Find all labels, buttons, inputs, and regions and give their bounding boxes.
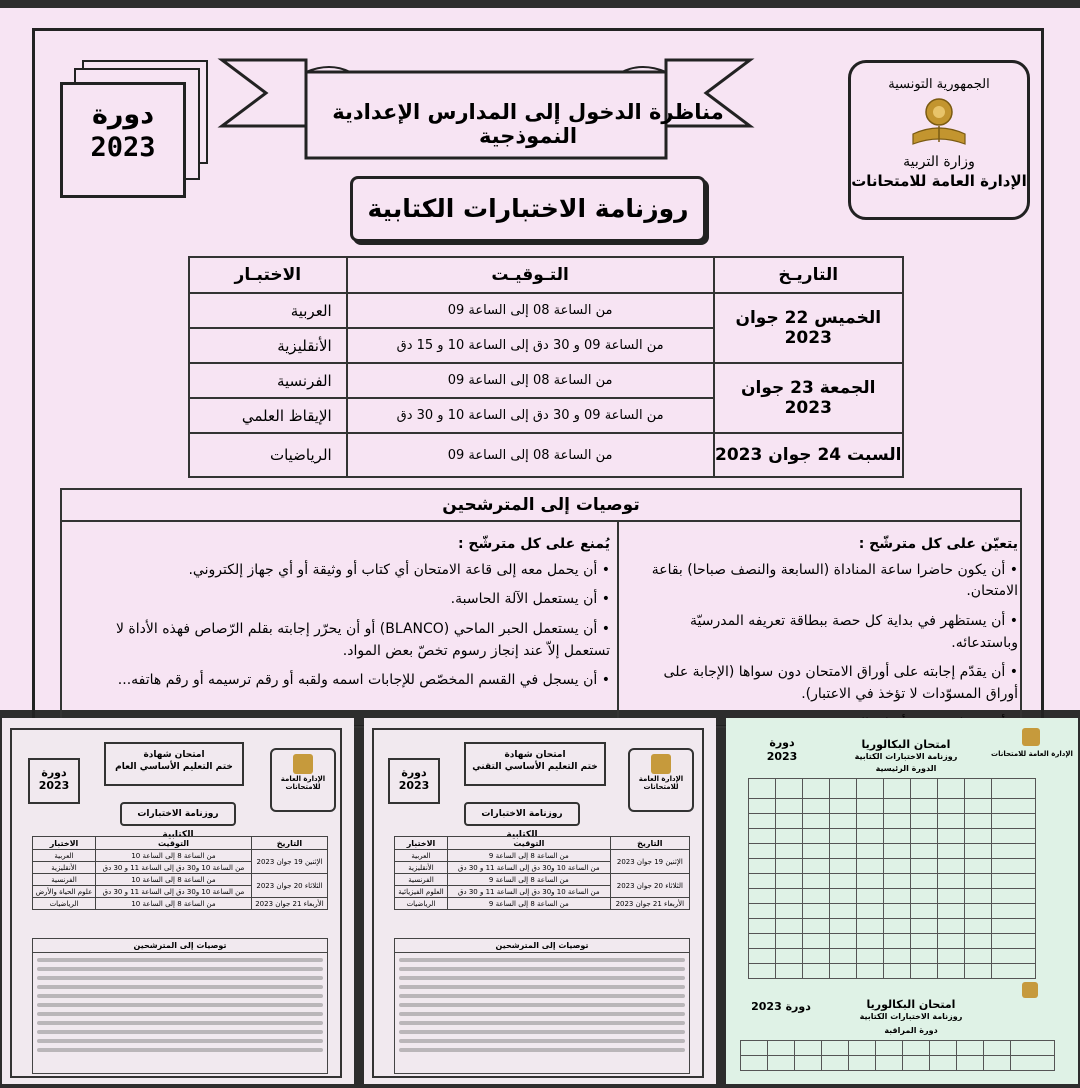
thumb-banner-line1: امتحان شهادة (143, 750, 205, 760)
thumb-session-label: دورة (401, 766, 427, 779)
ministry-emblem-icon (909, 94, 969, 152)
table-row (395, 898, 690, 910)
table-row (33, 898, 328, 910)
list-item: • أن يسجل في القسم المخصّص للإجابات اسمه ولقبه أو رقم ترسيمه أو رقم هاتفه... (74, 670, 610, 692)
list-item: • أن يستعمل الحبر الماحي (BLANCO) أو أن يحرّر إجابته بقلم الرّصاص فهذه الأداة لا تستعمل إلاّ عند إنجاز رسوم تخصّ بعض المواد. (74, 619, 610, 662)
bac-directorate: الإدارة العامة للامتحانات (991, 750, 1073, 758)
time-cell: من الساعة 09 و 30 دق إلى الساعة 10 و 30 دق (347, 398, 714, 433)
bac-control-round: دورة المراقبة (884, 1026, 938, 1035)
bac-round: الدورة الرئيسية (875, 764, 937, 773)
time-cell: من الساعة 08 إلى الساعة 09 (347, 433, 714, 477)
exam-banner-title: مناظرة الدخول إلى المدارس الإعدادية النموذجية (332, 100, 724, 148)
bac-control-title: امتحان البكالوريا (866, 998, 956, 1011)
bac-control-table (740, 1040, 1055, 1071)
subject-cell: الأنقليزية (395, 862, 448, 874)
required-column (628, 534, 1018, 744)
subject-cell: الفرنسية (189, 363, 347, 398)
subject-cell: الإيقاظ العلمي (189, 398, 347, 433)
bac-control-subtitle: روزنامة الاختبارات الكتابية (859, 1012, 963, 1021)
thumb-logo (628, 748, 694, 812)
schedule-header-row (189, 257, 903, 293)
bac-title: امتحان البكالوريا (861, 738, 951, 751)
subject-cell: العربية (33, 850, 96, 862)
time-cell: من الساعة 08 إلى الساعة 09 (347, 363, 714, 398)
date-cell: الإثنين 19 جوان 2023 (251, 850, 327, 874)
list-item: • أن يستعمل الآلة الحاسبة. (74, 589, 610, 611)
thumb-session-year: 2023 (398, 779, 430, 792)
time-cell: من الساعة 10 و30 دق إلى الساعة 11 و 30 دق (96, 862, 252, 874)
time-cell: من الساعة 8 إلى الساعة 9 (447, 874, 610, 886)
forbidden-column (74, 534, 610, 700)
thumb-session (388, 758, 440, 804)
date-cell: الخميس 22 جوان 2023 (714, 293, 904, 363)
recommendations-divider (617, 522, 619, 730)
thumb-directorate: الإدارة العامة للامتحانات (280, 775, 326, 791)
thumb-banner-line1: امتحان شهادة (504, 750, 566, 760)
thumbnail-technical-basic[interactable] (364, 718, 716, 1084)
subject-cell: العربية (395, 850, 448, 862)
bac-main-table (748, 778, 1036, 979)
header-subject: الاختبـار (189, 257, 347, 293)
list-item: • أن يقدّم إجابته على أوراق الامتحان دون سواها (الإجابة على أوراق المسوّدات لا تؤخذ في الاعتبار). (628, 662, 1018, 705)
date-cell: الأربعاء 21 جوان 2023 (610, 898, 689, 910)
session-label: دورة (91, 99, 155, 130)
ministry-name: وزارة التربية (903, 154, 975, 170)
header-subject: الاختبار (395, 837, 448, 850)
time-cell: من الساعة 10 و30 دق إلى الساعة 11 و 30 دق (96, 886, 252, 898)
thumb-calendar-title: روزنامة الاختبارات الكتابية (120, 802, 236, 826)
thumb-rec-title: توصيات إلى المترشحين (33, 939, 327, 953)
required-heading: يتعيّن على كل مترشّح : (858, 536, 1018, 552)
subject-cell: الرياضيات (395, 898, 448, 910)
thumb-recommendations (32, 938, 328, 1074)
subject-cell: العربية (189, 293, 347, 328)
thumb-rec-title: توصيات إلى المترشحين (395, 939, 689, 953)
table-row (33, 850, 328, 862)
required-list (628, 560, 1018, 736)
header-time: التـوقيـت (347, 257, 714, 293)
list-item: • أن يحمل معه إلى قاعة الامتحان أي كتاب أو وثيقة أو أي جهاز إلكتروني. (74, 560, 610, 582)
forbidden-heading: يُمنع على كل مترشّح : (457, 536, 610, 552)
subject-cell: العلوم الفيزيائية (395, 886, 448, 898)
time-cell: من الساعة 8 إلى الساعة 10 (96, 898, 252, 910)
table-row (189, 433, 903, 477)
forbidden-list (74, 560, 610, 692)
date-cell: الجمعة 23 جوان 2023 (714, 363, 904, 433)
thumb-banner-line2: ختم التعليم الأساسي العام (115, 761, 233, 772)
subject-cell: الأنقليزية (189, 328, 347, 363)
time-cell: من الساعة 8 إلى الساعة 9 (447, 898, 610, 910)
header-date: التاريـخ (714, 257, 904, 293)
time-cell: من الساعة 09 و 30 دق إلى الساعة 10 و 15 دق (347, 328, 714, 363)
table-row (189, 363, 903, 398)
calendar-title: روزنامة الاختبارات الكتابية (350, 176, 706, 242)
time-cell: من الساعة 10 و30 دق إلى الساعة 11 و 30 دق (447, 862, 610, 874)
subject-cell: الرياضيات (33, 898, 96, 910)
thumb-recommendations (394, 938, 690, 1074)
list-item: • أن يكون حاضرا ساعة المناداة (السابعة والنصف صباحا) بقاعة الامتحان. (628, 560, 1018, 603)
table-row (33, 874, 328, 886)
thumb-directorate: الإدارة العامة للامتحانات (638, 775, 684, 791)
thumb-banner-line2: ختم التعليم الأساسي التقني (472, 761, 598, 772)
ministry-emblem-icon (1022, 982, 1038, 998)
date-cell: الأربعاء 21 جوان 2023 (251, 898, 327, 910)
bac-subtitle: روزنامة الاختبارات الكتابية (854, 752, 958, 761)
main-document (0, 8, 1080, 710)
header-subject: الاختبار (33, 837, 96, 850)
time-cell: من الساعة 08 إلى الساعة 09 (347, 293, 714, 328)
thumb-schedule-table (32, 836, 328, 910)
bac-session-label: دورة (769, 736, 795, 749)
thumb-session-year: 2023 (38, 779, 70, 792)
recommendations-title: توصيات إلى المترشحين (62, 490, 1020, 522)
table-row (395, 874, 690, 886)
bac-session-year: 2023 (766, 750, 798, 763)
list-item: • أن يستظهر في بداية كل حصة ببطاقة تعريفه المدرسيّة وباستدعائه. (628, 611, 1018, 654)
ministry-logo-box (848, 60, 1030, 220)
header-date: التاريخ (251, 837, 327, 850)
date-cell: الإثنين 19 جوان 2023 (610, 850, 689, 874)
subject-cell: الفرنسية (33, 874, 96, 886)
session-box (60, 82, 186, 198)
time-cell: من الساعة 8 إلى الساعة 9 (447, 850, 610, 862)
ministry-emblem-icon (1022, 728, 1040, 746)
thumbnail-general-basic[interactable] (2, 718, 354, 1084)
bac-control-session: دورة 2023 (751, 1000, 811, 1013)
schedule-table (188, 256, 904, 478)
subject-cell: الرياضيات (189, 433, 347, 477)
header-time: التوقيت (447, 837, 610, 850)
thumb-banner (104, 742, 244, 786)
thumb-session-label: دورة (41, 766, 67, 779)
republic-text: الجمهورية التونسية (888, 77, 990, 92)
time-cell: من الساعة 8 إلى الساعة 10 (96, 874, 252, 886)
thumb-logo (270, 748, 336, 812)
subject-cell: الفرنسية (395, 874, 448, 886)
date-cell: الثلاثاء 20 جوان 2023 (251, 874, 327, 898)
time-cell: من الساعة 10 و30 دق إلى الساعة 11 و 30 دق (447, 886, 610, 898)
ministry-emblem-icon (651, 754, 671, 774)
ministry-emblem-icon (293, 754, 313, 774)
directorate-name: الإدارة العامة للامتحانات (851, 172, 1027, 190)
date-cell: السبت 24 جوان 2023 (714, 433, 904, 477)
thumbnail-baccalaureate[interactable] (726, 718, 1078, 1084)
header-date: التاريخ (610, 837, 689, 850)
table-row (395, 850, 690, 862)
thumb-session (28, 758, 80, 804)
subject-cell: الأنقليزية (33, 862, 96, 874)
table-row (189, 293, 903, 328)
thumb-calendar-title: روزنامة الاختبارات الكتابية (464, 802, 580, 826)
recommendations-box (60, 488, 1022, 728)
thumb-schedule-table (394, 836, 690, 910)
header-time: التوقيت (96, 837, 252, 850)
time-cell: من الساعة 8 إلى الساعة 10 (96, 850, 252, 862)
subject-cell: علوم الحياة والأرض (33, 886, 96, 898)
session-year: 2023 (90, 132, 156, 163)
date-cell: الثلاثاء 20 جوان 2023 (610, 874, 689, 898)
thumb-banner (464, 742, 606, 786)
